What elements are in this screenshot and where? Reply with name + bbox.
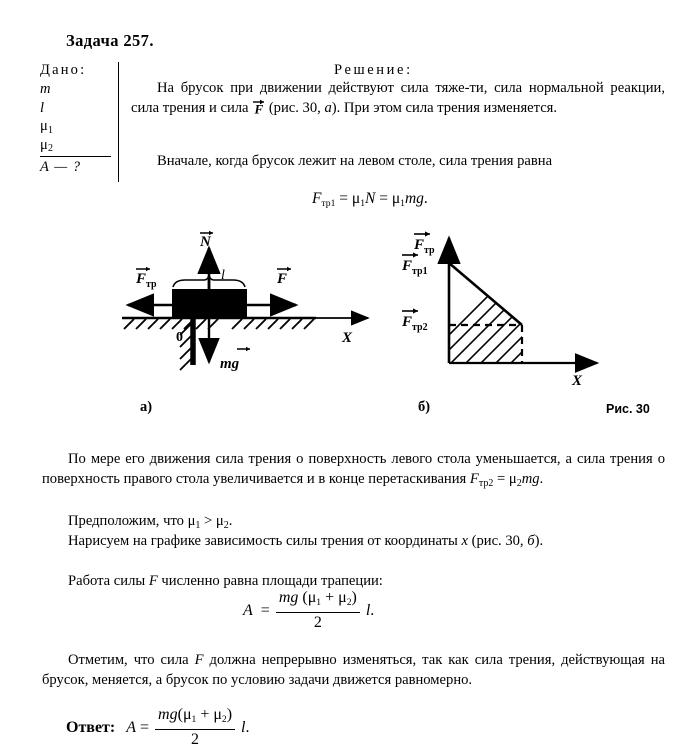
paragraph-note: Отметим, что сила F должна непрерывно изменяться, так как сила трения, действующая на брусок, меняется, а брусок по условию задачи движется равномерно. xyxy=(42,652,665,688)
label-friction-sub: тр xyxy=(146,279,157,290)
given-find: A — ? xyxy=(40,159,81,175)
fraction-answer: $\frac{mg(\mu 1 + \mu 2)}{2}$ xyxy=(155,706,235,749)
given-item-m xyxy=(40,80,120,99)
label-mg: mg xyxy=(220,356,240,372)
solution-heading: Решение: xyxy=(334,62,413,78)
ground-hatching xyxy=(124,319,314,329)
paragraph-assumption: Предположим, что $\mu_1 > \mu_2$. xyxy=(68,513,233,531)
label-f1-sub: тр1 xyxy=(412,266,428,277)
paragraph-work-area: Работа силы F численно равна площади трапеции: xyxy=(68,573,383,589)
label-N: N xyxy=(200,234,211,250)
formula-work: A = $\frac{mg (\mu 1 + \mu 2)}{2}$ l. xyxy=(243,589,375,631)
label-origin: 0 xyxy=(176,330,183,345)
label-x-axis: X xyxy=(342,330,353,346)
given-subscript: 2 xyxy=(47,143,53,155)
given-symbol: l xyxy=(40,99,45,116)
given-subscript: 1 xyxy=(47,124,53,136)
friction-slope-line xyxy=(449,263,522,325)
fraction-work: $\frac{mg (\mu 1 + \mu 2)}{2}$ xyxy=(276,589,360,632)
paragraph-graph-instruction: Нарисуем на графике зависимость силы трения от координаты x (рис. 30, б). xyxy=(68,533,544,549)
given-title: Дано: xyxy=(40,62,87,78)
answer-label: Ответ: xyxy=(66,719,116,737)
block-body xyxy=(172,289,247,318)
given-block xyxy=(40,62,120,176)
caption-b: б) xyxy=(418,399,431,415)
given-symbol: m xyxy=(40,81,51,97)
label-f1: F xyxy=(402,258,413,274)
label-axis-friction-sub: тр xyxy=(424,245,435,256)
given-item-mu1 xyxy=(40,117,120,136)
label-f2: F xyxy=(402,314,413,330)
trapezoid-hatching xyxy=(412,272,602,372)
label-f2-sub: тр2 xyxy=(412,322,428,333)
page-title: Задача 257. xyxy=(66,31,154,50)
given-vertical-rule xyxy=(118,62,119,182)
paragraph-forces: На брусок при движении действуют сила тяже‑ти, сила нормальной реакции, сила трения и сила F (рис. 30, а). При этом сила трения изменяется. xyxy=(131,80,665,116)
vector-F-icon xyxy=(252,98,265,115)
given-symbol: μ xyxy=(40,118,48,134)
label-axis-friction: F xyxy=(414,237,425,253)
label-x-axis: X xyxy=(572,373,583,387)
formula-friction-1: Fтр1 = μ1N = μ1mg. xyxy=(312,190,428,209)
svg-text:F: F xyxy=(254,101,264,115)
given-item-l xyxy=(40,99,120,118)
given-item-mu2 xyxy=(40,136,120,155)
given-divider-line xyxy=(40,156,111,157)
label-F: F xyxy=(277,271,288,287)
caption-figure-number: Рис. 30 xyxy=(606,402,650,416)
label-length: l xyxy=(221,268,225,283)
diagram-block-on-surface xyxy=(120,222,380,392)
given-symbol: μ xyxy=(40,136,48,153)
diagram-friction-graph xyxy=(392,222,642,392)
label-friction: F xyxy=(136,271,147,287)
answer-line: Ответ: A = $\frac{mg(\mu 1 + \mu 2)}{2}$ l. xyxy=(66,706,250,748)
caption-a: а) xyxy=(140,399,153,415)
paragraph-initial-friction: Вначале, когда брусок лежит на левом столе, сила трения равна xyxy=(157,153,553,169)
paragraph-friction-change: По мере его движения сила трения о поверхность левого стола уменьшается, а сила трения о поверхность правого стола увеличивается и в конце перетаскивания $F_{тр2} = \mu_2mg$. xyxy=(42,451,665,489)
